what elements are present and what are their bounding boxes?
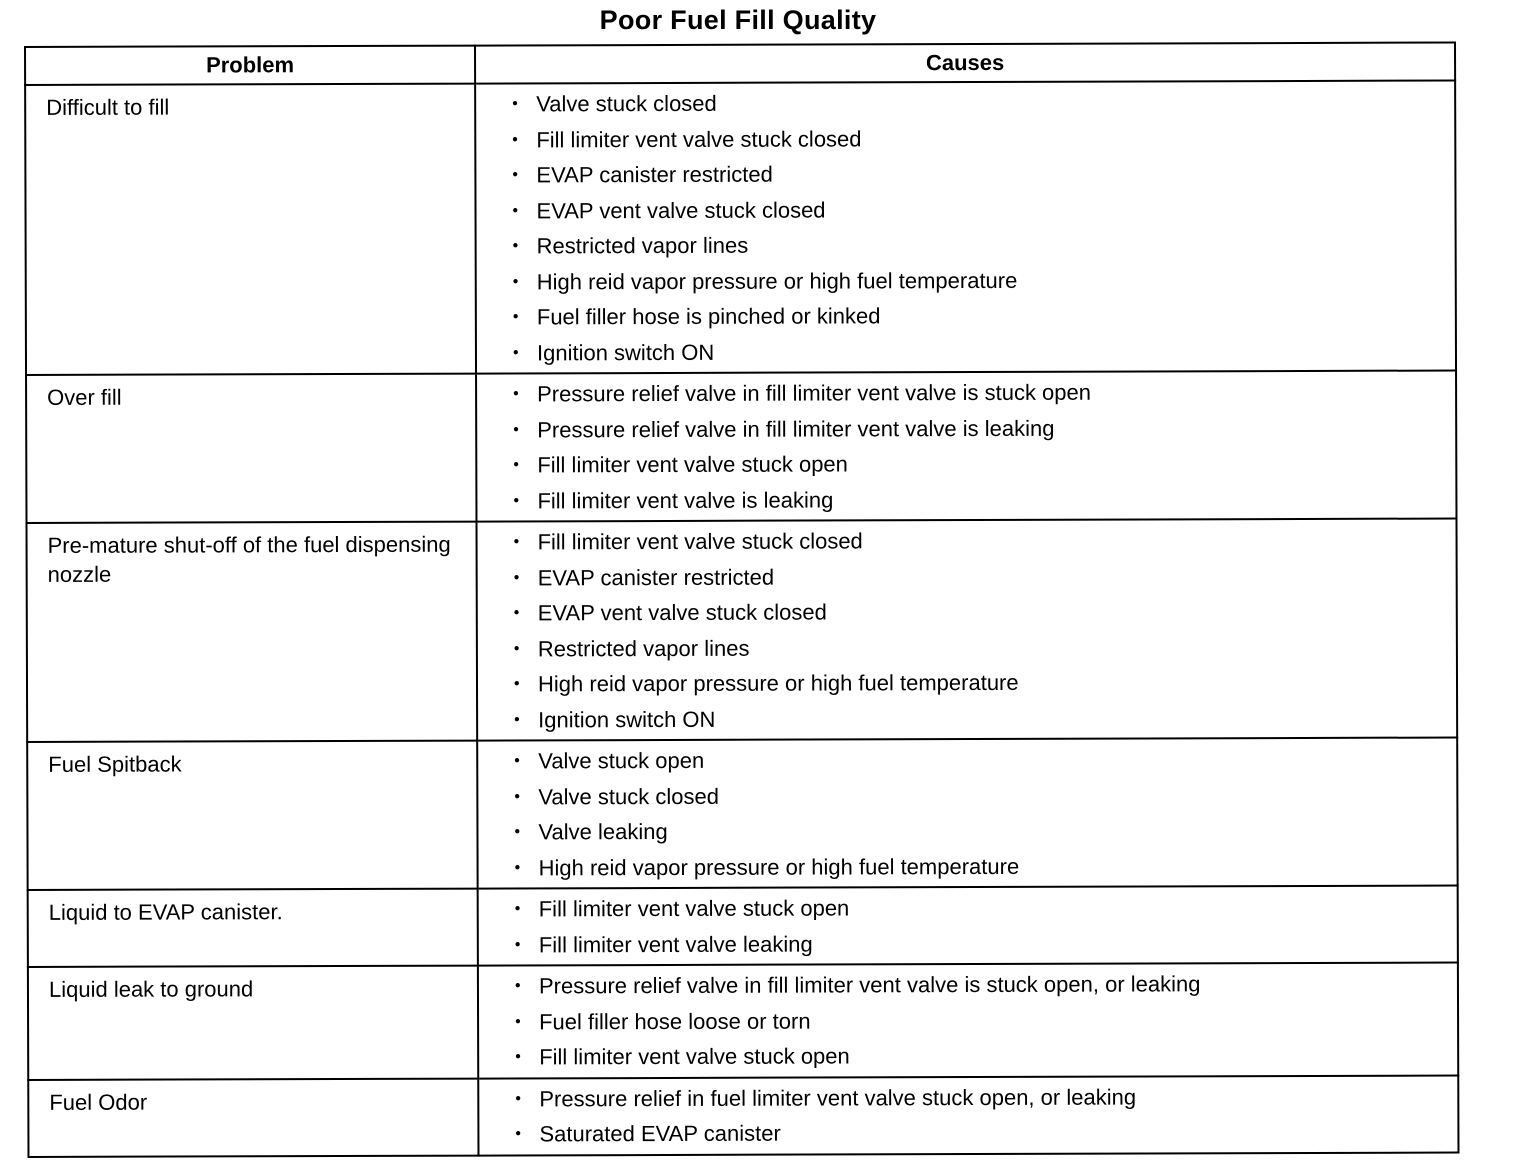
cause-text: EVAP vent valve stuck closed [537,599,827,626]
header-row [25,43,1455,85]
cause-list [512,741,1446,886]
bullet-icon: • [513,533,520,551]
cause-text: High reid vapor pressure or high fuel temperature [538,853,1020,880]
cause-text: High reid vapor pressure or high fuel temperature [537,669,1019,697]
bullet-icon: • [514,977,521,995]
cause-item [512,776,1446,814]
table-row [27,738,1457,890]
cause-text: Ignition switch ON [538,706,716,732]
bullet-icon: • [514,900,521,918]
cause-item [511,297,1445,335]
cause-item [511,374,1445,412]
table-body [25,81,1458,1157]
cause-item [511,480,1445,518]
table-row [28,886,1458,967]
cause-item [512,522,1446,560]
cause-item [512,628,1446,666]
causes-cell [475,81,1456,374]
problem-cell: Liquid leak to ground [28,966,478,1080]
cause-item [510,190,1444,228]
bullet-icon: • [514,823,521,841]
cause-item [510,84,1444,122]
cause-text: Valve stuck closed [538,783,719,809]
cause-list [511,374,1445,519]
bullet-icon: • [513,420,519,438]
problem-cell: Pre-mature shut-off of the fuel dispensing nozzle [26,522,477,742]
cause-text: Fill limiter vent valve stuck closed [537,528,863,555]
causes-cell [478,886,1458,966]
cause-item [513,1037,1447,1075]
cause-item [512,812,1446,850]
bullet-icon: • [514,858,521,876]
problem-cell: Difficult to fill [25,84,476,375]
bullet-icon: • [514,787,520,805]
cause-item [513,1078,1447,1116]
cause-text: Valve stuck open [538,747,705,774]
diagnostic-table [24,42,1459,1158]
cause-text: Fill limiter vent valve stuck open [538,895,850,922]
problem-column-header: Problem [25,46,475,85]
cause-text: Fill limiter vent valve stuck open [539,1043,850,1070]
table-row [26,371,1456,523]
cause-item [513,1114,1447,1152]
bullet-icon: • [515,1012,521,1030]
bullet-icon: • [513,456,519,474]
causes-cell [477,738,1457,889]
cause-text: Fuel filler hose is pinched or kinked [536,303,881,330]
cause-text: EVAP vent valve stuck closed [536,196,826,223]
bullet-icon: • [513,491,520,509]
bullet-icon: • [512,130,518,148]
cause-text: EVAP canister restricted [536,161,773,188]
cause-list [513,1078,1447,1152]
cause-item [513,1001,1447,1039]
cause-item [511,226,1445,264]
cause-text: Valve leaking [538,818,668,845]
causes-cell [476,519,1457,741]
causes-cell [478,1075,1458,1155]
cause-item [510,119,1444,157]
cause-item [511,445,1445,483]
cause-text: High reid vapor pressure or high fuel temperature [536,267,1018,294]
bullet-icon: • [514,710,520,728]
causes-cell [476,371,1456,522]
bullet-icon: • [515,1089,521,1107]
cause-list [513,889,1447,963]
bullet-icon: • [512,201,519,219]
cause-item [513,966,1447,1004]
cause-item [512,557,1446,595]
table-row [28,1075,1458,1156]
cause-text: Restricted vapor lines [537,635,750,661]
bullet-icon: • [512,95,518,113]
bullet-icon: • [515,1048,521,1066]
cause-text: Fill limiter vent valve stuck closed [536,125,862,152]
bullet-icon: • [513,385,519,403]
cause-item [513,924,1447,962]
cause-list [513,966,1447,1075]
cause-list [512,522,1447,738]
problem-cell: Liquid to EVAP canister. [28,889,478,967]
bullet-icon: • [515,1125,522,1143]
cause-item [513,889,1447,927]
bullet-icon: • [512,166,519,184]
cause-text: Fill limiter vent valve stuck open [537,451,848,478]
cause-text: Fill limiter vent valve leaking [538,931,813,957]
cause-text: EVAP canister restricted [537,564,775,590]
cause-text: Fill limiter vent valve is leaking [537,486,834,513]
problem-cell: Over fill [26,374,476,523]
problem-cell: Fuel Spitback [27,741,477,890]
cause-text: Saturated EVAP canister [539,1120,781,1147]
bullet-icon: • [513,604,520,622]
problem-cell: Fuel Odor [28,1078,478,1156]
cause-text: Valve stuck closed [536,90,717,117]
cause-text: Ignition switch ON [536,339,715,365]
bullet-icon: • [512,237,519,255]
cause-text: Pressure relief valve in fill limiter vent valve is leaking [537,415,1055,442]
bullet-icon: • [512,343,519,361]
cause-item [511,332,1445,370]
table-row [25,81,1456,375]
bullet-icon: • [512,308,519,326]
bullet-icon: • [513,568,520,586]
cause-item [512,593,1446,631]
cause-item [511,409,1445,447]
cause-item [512,741,1446,779]
causes-cell [478,962,1458,1078]
cause-item [513,847,1447,885]
bullet-icon: • [512,272,519,290]
cause-item [510,155,1444,193]
cause-text: Restricted vapor lines [536,232,749,259]
table-row [28,962,1458,1079]
cause-item [512,699,1446,737]
bullet-icon: • [514,935,521,953]
bullet-icon: • [513,639,520,657]
page-title: Poor Fuel Fill Quality [599,5,877,35]
cause-text: Pressure relief valve in fill limiter vent valve is stuck open, or leaking [538,971,1201,999]
table-row [26,519,1457,742]
causes-column-header: Causes [475,43,1455,84]
cause-list [510,84,1445,371]
cause-text: Pressure relief valve in fill limiter vent valve is stuck open [537,379,1092,407]
cause-item [512,664,1446,702]
bullet-icon: • [514,752,520,770]
cause-text: Fuel filler hose loose or torn [539,1008,811,1034]
cause-text: Pressure relief in fuel limiter vent valve stuck open, or leaking [539,1084,1137,1111]
cause-item [511,261,1445,299]
bullet-icon: • [513,675,520,693]
